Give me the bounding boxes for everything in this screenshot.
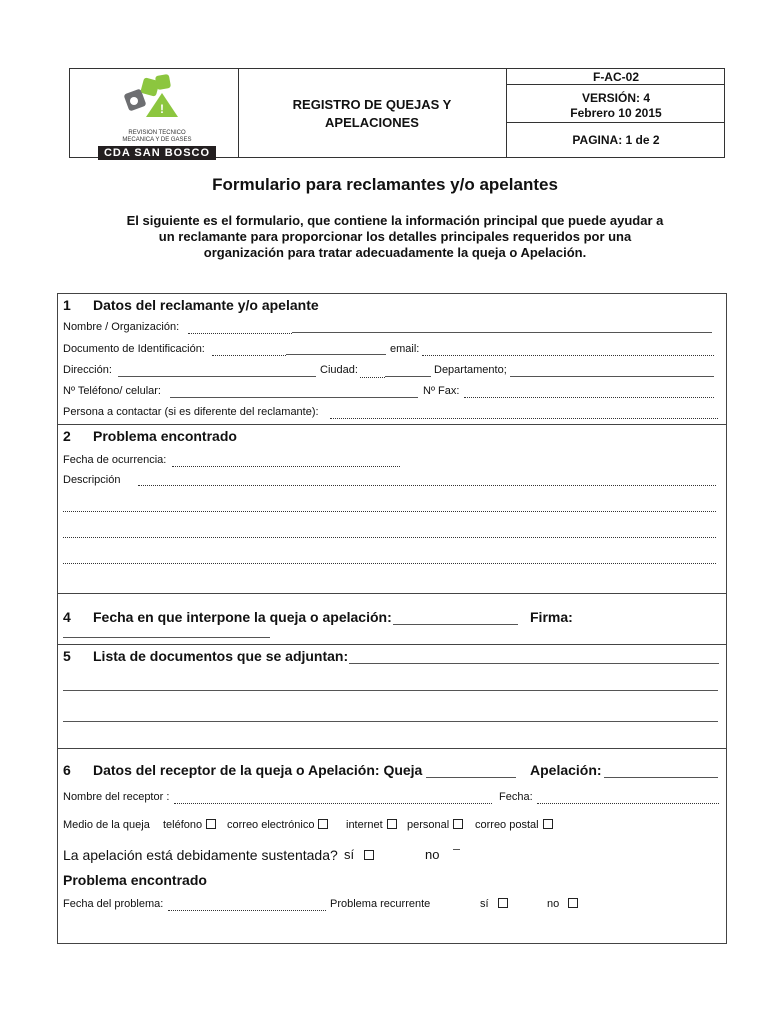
document-header bbox=[69, 68, 725, 158]
document-title: Formulario para reclamantes y/o apelantes bbox=[212, 175, 558, 194]
option-internet-label: internet bbox=[346, 819, 383, 831]
problem-date-label: Fecha del problema: bbox=[63, 898, 164, 910]
page-number: PAGINA: 1 de 2 bbox=[572, 133, 660, 147]
documents-line-1[interactable] bbox=[349, 663, 719, 664]
sustentada-label: La apelación está debidamente sustentada? bbox=[63, 847, 338, 863]
correo-electronico-checkbox[interactable] bbox=[318, 819, 328, 829]
option-correo-electronico[interactable] bbox=[227, 819, 328, 831]
sustentada-no-mark[interactable] bbox=[453, 849, 460, 850]
option-correo-postal-label: correo postal bbox=[475, 819, 539, 831]
svg-text:!: ! bbox=[160, 102, 164, 116]
filing-date-field[interactable] bbox=[393, 624, 518, 625]
department-field[interactable] bbox=[510, 376, 714, 377]
receptor-date-label: Fecha: bbox=[499, 791, 533, 803]
city-label: Ciudad: bbox=[320, 364, 358, 376]
option-telefono[interactable] bbox=[163, 819, 216, 831]
email-label: email: bbox=[390, 343, 420, 355]
occurrence-date-field[interactable] bbox=[172, 466, 400, 467]
sustentada-si[interactable] bbox=[344, 847, 374, 862]
phone-field[interactable] bbox=[170, 397, 418, 398]
section-2-number: 2 bbox=[63, 428, 71, 444]
name-label: Nombre / Organización: bbox=[63, 321, 180, 333]
form-version: VERSIÓN: 4 bbox=[581, 91, 650, 105]
form-title-line1: REGISTRO DE QUEJAS Y bbox=[292, 97, 452, 112]
recurrent-no-label: no bbox=[547, 898, 560, 910]
recurrent-si-checkbox[interactable] bbox=[498, 898, 508, 908]
section-4-title: Fecha en que interpone la queja o apelación: bbox=[93, 609, 392, 625]
queja-field[interactable] bbox=[426, 777, 516, 778]
option-correo-electronico-label: correo electrónico bbox=[227, 819, 315, 831]
personal-checkbox[interactable] bbox=[453, 819, 463, 829]
telefono-checkbox[interactable] bbox=[206, 819, 216, 829]
form-title-line2: APELACIONES bbox=[325, 115, 419, 130]
address-field[interactable] bbox=[118, 376, 316, 377]
option-personal[interactable] bbox=[407, 819, 463, 831]
form-title-block bbox=[238, 96, 506, 132]
section-1-number: 1 bbox=[63, 297, 71, 313]
signature-label: Firma: bbox=[530, 609, 573, 625]
name-field[interactable] bbox=[292, 332, 712, 333]
sustentada-si-checkbox[interactable] bbox=[364, 850, 374, 860]
receptor-date-field[interactable] bbox=[537, 803, 719, 804]
logo-line2: MECANICA Y DE GASES bbox=[122, 137, 192, 143]
sustentada-no-label: no bbox=[425, 847, 440, 862]
recurrent-si-label: sí bbox=[480, 898, 489, 910]
form-code: F-AC-02 bbox=[592, 70, 639, 84]
sustentada-no[interactable] bbox=[425, 847, 439, 862]
name-underline-a bbox=[188, 333, 292, 334]
city-field[interactable] bbox=[385, 376, 431, 377]
documents-line-2[interactable] bbox=[63, 690, 718, 691]
occurrence-date-label: Fecha de ocurrencia: bbox=[63, 454, 167, 466]
logo-brand: CDA SAN BOSCO bbox=[98, 146, 216, 160]
department-label: Departamento; bbox=[434, 364, 507, 376]
option-personal-label: personal bbox=[407, 819, 450, 831]
logo-graphic-icon bbox=[98, 73, 216, 125]
fax-field[interactable] bbox=[464, 397, 714, 398]
intro-text bbox=[40, 213, 750, 261]
company-logo bbox=[98, 73, 216, 159]
address-label: Dirección: bbox=[63, 364, 112, 376]
contact-field[interactable] bbox=[330, 418, 718, 419]
section-4-number: 4 bbox=[63, 609, 71, 625]
recurrent-label: Problema recurrente bbox=[330, 898, 431, 910]
description-line-3[interactable] bbox=[63, 537, 716, 538]
id-doc-label: Documento de Identificación: bbox=[63, 343, 205, 355]
apelacion-label: Apelación: bbox=[530, 762, 602, 778]
section-2-title: Problema encontrado bbox=[93, 428, 237, 444]
section-5-number: 5 bbox=[63, 648, 71, 664]
correo-postal-checkbox[interactable] bbox=[543, 819, 553, 829]
receptor-label: Nombre del receptor : bbox=[63, 791, 170, 803]
description-line-1[interactable] bbox=[138, 485, 716, 486]
apelacion-field[interactable] bbox=[604, 777, 718, 778]
internet-checkbox[interactable] bbox=[387, 819, 397, 829]
city-underline-a bbox=[360, 377, 385, 378]
intro-line3: organización para tratar adecuadamente la queja o Apelación. bbox=[203, 245, 587, 260]
section-2-box bbox=[57, 424, 727, 594]
phone-label: Nº Teléfono/ celular: bbox=[63, 385, 161, 397]
signature-field[interactable] bbox=[63, 637, 270, 638]
description-line-2[interactable] bbox=[63, 511, 716, 512]
fax-label: Nº Fax: bbox=[423, 385, 460, 397]
option-telefono-label: teléfono bbox=[163, 819, 203, 831]
problema-encontrado-title: Problema encontrado bbox=[63, 872, 207, 888]
receptor-field[interactable] bbox=[174, 803, 492, 804]
option-correo-postal[interactable] bbox=[475, 819, 553, 831]
option-internet[interactable] bbox=[346, 819, 397, 831]
form-date: Febrero 10 2015 bbox=[570, 106, 662, 120]
version-block bbox=[506, 91, 726, 121]
id-doc-underline-a bbox=[212, 355, 286, 356]
section-6-number: 6 bbox=[63, 762, 71, 778]
section-1-title: Datos del reclamante y/o apelante bbox=[93, 297, 319, 313]
email-field[interactable] bbox=[422, 355, 714, 356]
description-label: Descripción bbox=[63, 474, 121, 486]
contact-label: Persona a contactar (si es diferente del reclamante): bbox=[63, 406, 319, 418]
id-doc-field[interactable] bbox=[286, 354, 386, 355]
logo-line1: REVISION TECNICO bbox=[128, 130, 186, 136]
intro-line1: El siguiente es el formulario, que contiene la información principal que puede ayudar a bbox=[126, 213, 664, 228]
description-line-4[interactable] bbox=[63, 563, 716, 564]
section-6-title: Datos del receptor de la queja o Apelación: Queja bbox=[93, 762, 423, 778]
medium-label: Medio de la queja bbox=[63, 819, 150, 831]
documents-line-3[interactable] bbox=[63, 721, 718, 722]
recurrent-no-checkbox[interactable] bbox=[568, 898, 578, 908]
sustentada-si-label: sí bbox=[344, 847, 355, 862]
problem-date-field[interactable] bbox=[168, 910, 326, 911]
recurrent-no[interactable] bbox=[547, 898, 578, 910]
intro-line2: un reclamante para proporcionar los detalles principales requeridos por una bbox=[158, 229, 632, 244]
recurrent-si[interactable] bbox=[480, 898, 508, 910]
section-5-title: Lista de documentos que se adjuntan: bbox=[93, 648, 349, 664]
